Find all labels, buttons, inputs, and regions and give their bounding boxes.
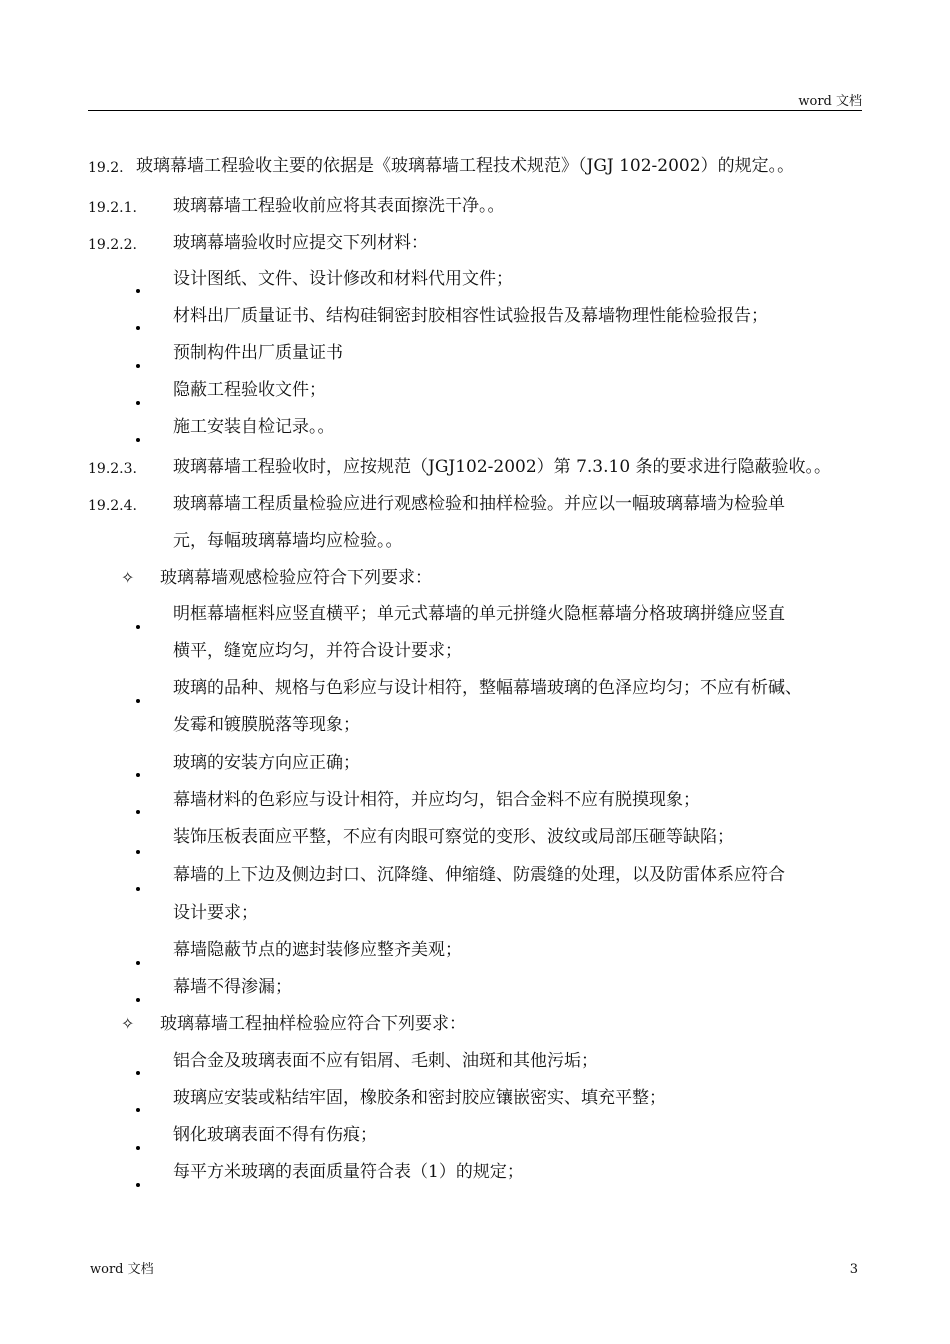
- header-rule: [88, 110, 862, 111]
- paragraph-text: 玻璃幕墙工程验收时，应按规范（JGJ102-2002）第 7.3.10 条的要求进行隐蔽验收。。: [173, 457, 832, 477]
- list-item-continuation: 设计要求；: [173, 903, 258, 923]
- diamond-bullet-icon: ✧: [121, 1014, 135, 1033]
- list-item: 装饰压板表面应平整，不应有肉眼可察觉的变形、波纹或局部压砸等缺陷；: [173, 827, 734, 847]
- list-item: 幕墙不得渗漏；: [173, 977, 292, 997]
- bullet-dot: [136, 438, 140, 442]
- section-number: 19.2.4.: [88, 498, 137, 514]
- list-item: 设计图纸、文件、设计修改和材料代用文件；: [173, 269, 513, 289]
- bullet-dot: [136, 289, 140, 293]
- list-item: 施工安装自检记录。。: [173, 417, 335, 437]
- list-item: 预制构件出厂质量证书: [173, 343, 343, 363]
- bullet-dot: [136, 1183, 140, 1187]
- list-item-continuation: 横平，缝宽应均匀，并符合设计要求；: [173, 641, 462, 661]
- list-item: 钢化玻璃表面不得有伤痕；: [173, 1125, 377, 1145]
- list-item: 玻璃的安装方向应正确；: [173, 753, 360, 773]
- bullet-dot: [136, 364, 140, 368]
- list-item: 材料出厂质量证书、结构硅铜密封胶相容性试验报告及幕墙物理性能检验报告；: [173, 306, 768, 326]
- bullet-dot: [136, 998, 140, 1002]
- section-number: 19.2.3.: [88, 461, 137, 477]
- bullet-dot: [136, 625, 140, 629]
- list-item: 幕墙的上下边及侧边封口、沉降缝、伸缩缝、防震缝的处理，以及防雷体系应符合: [173, 865, 785, 885]
- bullet-dot: [136, 699, 140, 703]
- bullet-dot: [136, 961, 140, 965]
- list-item: 玻璃应安装或粘结牢固，橡胶条和密封胶应镶嵌密实、填充平整；: [173, 1088, 666, 1108]
- subheading: 玻璃幕墙工程抽样检验应符合下列要求：: [160, 1014, 466, 1034]
- paragraph-text: 玻璃幕墙验收时应提交下列材料：: [173, 233, 428, 253]
- bullet-dot: [136, 887, 140, 891]
- header-text: word 文档: [798, 94, 862, 109]
- list-item: 幕墙隐蔽节点的遮封装修应整齐美观；: [173, 940, 462, 960]
- page-number: 3: [849, 1262, 858, 1277]
- section-number: 19.2.2.: [88, 237, 137, 253]
- section-number: 19.2.: [88, 160, 124, 176]
- bullet-dot: [136, 773, 140, 777]
- paragraph-text: 玻璃幕墙工程质量检验应进行观感检验和抽样检验。并应以一幅玻璃幕墙为检验单: [173, 494, 785, 514]
- section-number: 19.2.1.: [88, 200, 137, 216]
- list-item-continuation: 发霉和镀膜脱落等现象；: [173, 715, 360, 735]
- paragraph-text: 玻璃幕墙工程验收前应将其表面擦洗干净。。: [173, 196, 505, 216]
- bullet-dot: [136, 810, 140, 814]
- subheading: 玻璃幕墙观感检验应符合下列要求：: [160, 568, 432, 588]
- bullet-dot: [136, 1146, 140, 1150]
- list-item: 玻璃的品种、规格与色彩应与设计相符，整幅幕墙玻璃的色泽应均匀；不应有析碱、: [173, 678, 802, 698]
- bullet-dot: [136, 850, 140, 854]
- bullet-dot: [136, 401, 140, 405]
- list-item: 隐蔽工程验收文件；: [173, 380, 326, 400]
- list-item: 铝合金及玻璃表面不应有铝屑、毛刺、油斑和其他污垢；: [173, 1051, 598, 1071]
- list-item: 幕墙材料的色彩应与设计相符，并应均匀，铝合金料不应有脱摸现象；: [173, 790, 700, 810]
- list-item: 每平方米玻璃的表面质量符合表（1）的规定；: [173, 1162, 524, 1182]
- bullet-dot: [136, 1071, 140, 1075]
- diamond-bullet-icon: ✧: [121, 568, 135, 587]
- paragraph-text: 玻璃幕墙工程验收主要的依据是《玻璃幕墙工程技术规范》（JGJ 102-2002）的规定。。: [136, 156, 795, 176]
- list-item: 明框幕墙框料应竖直横平；单元式幕墙的单元拼缝火隐框幕墙分格玻璃拼缝应竖直: [173, 604, 785, 624]
- bullet-dot: [136, 326, 140, 330]
- bullet-dot: [136, 1108, 140, 1112]
- footer-text: word 文档: [90, 1262, 154, 1277]
- paragraph-text: 元，每幅玻璃幕墙均应检验。。: [173, 531, 403, 551]
